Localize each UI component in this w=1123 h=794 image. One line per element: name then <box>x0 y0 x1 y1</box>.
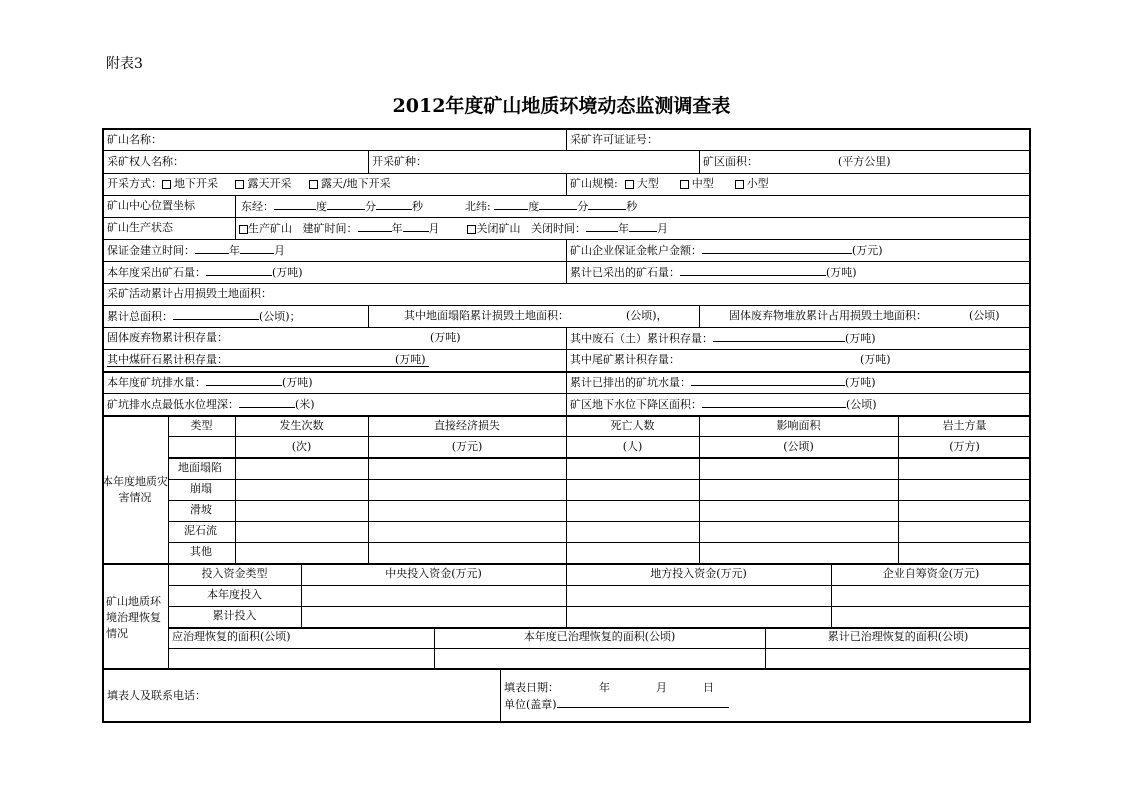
build-time-label: 建矿时间： <box>302 222 358 235</box>
year-label: 年 <box>229 244 240 257</box>
row-divider <box>168 436 1031 437</box>
table-header: 应治理恢复的面积(公顷) <box>172 630 291 643</box>
unit-label: (米) <box>295 398 315 411</box>
total-drain-label: 累计已排出的矿坑水量： <box>570 376 691 389</box>
disaster-type: 地面塌陷 <box>178 461 222 474</box>
row-divider <box>168 606 1031 607</box>
option-label: 地下开采 <box>174 177 218 190</box>
blank-field[interactable] <box>713 331 845 342</box>
unit-label: (万元) <box>451 440 483 453</box>
mining-method-field <box>107 177 391 191</box>
option-label: 露天开采 <box>247 177 292 190</box>
row-divider <box>168 585 1031 586</box>
table-header: 岩土方量 <box>942 419 987 432</box>
row-divider <box>102 283 1031 284</box>
blank-field[interactable] <box>586 221 618 232</box>
mine-scale-field <box>570 177 769 191</box>
unit-label: (公顷)； <box>259 310 301 323</box>
col-divider <box>235 415 236 563</box>
disaster-section-label: 本年度地质灾害情况 <box>102 475 168 504</box>
blank-field[interactable] <box>195 243 229 254</box>
month-label: 月 <box>656 681 667 694</box>
checkbox[interactable] <box>625 180 634 189</box>
mineral-label: 开采矿种： <box>372 155 427 168</box>
blank-field[interactable] <box>274 199 316 210</box>
row-divider <box>168 521 1031 522</box>
row-divider <box>168 500 1031 501</box>
col-divider <box>566 239 567 283</box>
table-header: 发生次数 <box>279 419 324 432</box>
unit-label: (万吨) <box>860 353 891 366</box>
page-title: 2012年度矿山地质环境动态监测调查表 <box>392 95 731 117</box>
coord-fields <box>241 199 637 214</box>
month-label: 月 <box>428 222 440 235</box>
restore-section-label: 矿山地质环境治理恢复情况 <box>106 595 161 640</box>
annual-ore-label: 本年度采出矿石量： <box>107 266 206 279</box>
col-divider <box>500 668 501 723</box>
col-divider <box>235 195 236 239</box>
unit-label: (万吨) <box>272 266 303 279</box>
row-divider <box>102 195 1031 196</box>
gangue-field[interactable] <box>107 353 429 367</box>
col-divider <box>699 150 700 173</box>
col-divider <box>368 150 369 173</box>
unit-label: (次) <box>291 440 312 453</box>
blank-field[interactable] <box>206 265 272 276</box>
second-label: 秒 <box>412 200 423 213</box>
owner-label: 采矿权人名称： <box>107 155 184 168</box>
gangue-label: 其中煤矸石累计积存量： <box>107 353 228 366</box>
year-label: 年 <box>617 222 629 235</box>
blank-field[interactable] <box>240 243 274 254</box>
blank-field[interactable] <box>691 375 845 386</box>
prod-status-fields <box>239 221 668 236</box>
blank-field[interactable] <box>173 309 259 320</box>
waste-rock-field <box>570 331 876 346</box>
row-divider <box>168 457 1031 459</box>
blank-field[interactable] <box>539 199 577 210</box>
waste-rock-label: 其中废石（土）累计积存量： <box>570 332 713 345</box>
disaster-type: 泥石流 <box>184 524 217 537</box>
minute-label: 分 <box>365 200 376 213</box>
row-divider <box>102 305 1031 306</box>
solid-waste-label: 固体废弃物累计积存量： <box>107 331 228 344</box>
table-header: 类型 <box>190 419 213 432</box>
degree-label: 度 <box>316 200 327 213</box>
water-depth-field <box>107 397 315 412</box>
unit-seal-label: 单位(盖章) <box>504 698 557 711</box>
method-label: 开采方式： <box>107 177 162 190</box>
license-no-label: 采矿许可证证号： <box>570 133 658 146</box>
minute-label: 分 <box>577 200 589 213</box>
checkbox[interactable] <box>235 180 244 189</box>
disaster-type: 其他 <box>190 545 212 558</box>
unit-label: (公顷) <box>783 440 814 453</box>
blank-field[interactable] <box>206 375 282 386</box>
unit-label: (万方) <box>949 440 980 453</box>
total-ore-label: 累计已采出的矿石量： <box>570 266 680 279</box>
annual-drain-field <box>107 375 313 390</box>
water-depth-label: 矿坑排水点最低水位埋深： <box>107 398 239 411</box>
checkbox[interactable] <box>680 180 689 189</box>
row-divider <box>168 542 1031 543</box>
blank-field[interactable] <box>358 221 392 232</box>
table-header: 死亡人数 <box>610 419 655 432</box>
unit-label: (公顷)， <box>626 309 668 322</box>
caption: 附表3 <box>106 56 143 72</box>
scale-label: 矿山规模: <box>570 177 618 190</box>
row-divider <box>168 627 1031 629</box>
area-label: 矿区面积： <box>703 155 758 168</box>
table-header: 企业自筹资金(万元) <box>882 567 980 580</box>
blank-field[interactable] <box>494 199 528 210</box>
row-divider <box>102 217 1031 218</box>
year-label: 年 <box>599 681 610 694</box>
unit-label: (万元) <box>852 244 883 257</box>
unit-label: (公顷) <box>846 398 877 411</box>
blank-field[interactable] <box>680 265 826 276</box>
unit-label: (万吨) <box>845 376 876 389</box>
row-label: 累计投入 <box>212 609 257 622</box>
year-label: 年 <box>391 222 403 235</box>
day-label: 日 <box>703 681 714 694</box>
table-header: 地方投入资金(万元) <box>650 567 747 580</box>
table-header: 中央投入资金(万元) <box>385 567 482 580</box>
deposit-time-label: 保证金建立时间： <box>107 244 195 257</box>
total-area-label: 累计总面积： <box>107 310 173 323</box>
disaster-type: 滑坡 <box>190 503 212 516</box>
table-header: 本年度已治理恢复的面积(公顷) <box>523 630 676 643</box>
closed-label: 关闭矿山 <box>476 222 521 235</box>
mine-name-label: 矿山名称： <box>107 133 162 146</box>
blank-field[interactable] <box>376 199 412 210</box>
deposit-time-field <box>107 243 285 258</box>
area-unit: (平方公里) <box>838 155 891 168</box>
unit-label: (公顷) <box>969 309 1000 322</box>
blank-field[interactable] <box>702 397 846 408</box>
disaster-type: 崩塌 <box>190 482 212 495</box>
unit-label: (万吨) <box>395 353 426 366</box>
unit-label: (万吨) <box>282 376 313 389</box>
degree-label: 度 <box>528 200 540 213</box>
option-label: 大型 <box>636 177 659 190</box>
date-label: 填表日期： <box>504 681 559 694</box>
col-divider <box>368 415 369 563</box>
unit-seal-field <box>504 697 729 712</box>
row-divider <box>168 648 1031 649</box>
col-divider <box>898 415 899 563</box>
table-header: 直接经济损失 <box>434 419 500 432</box>
coord-label: 矿山中心位置坐标 <box>107 199 195 212</box>
annual-ore-field <box>107 265 303 280</box>
col-divider <box>566 415 567 563</box>
north-label: 北纬: <box>464 200 491 213</box>
option-label: 中型 <box>691 177 714 190</box>
month-label: 月 <box>274 244 285 257</box>
checkbox[interactable] <box>162 180 171 189</box>
checkbox[interactable] <box>735 180 744 189</box>
annual-drain-label: 本年度矿坑排水量： <box>107 376 206 389</box>
col-divider <box>368 305 369 327</box>
table-header: 影响面积 <box>776 419 821 432</box>
east-label: 东经： <box>241 200 274 213</box>
blank-field[interactable] <box>239 397 295 408</box>
blank-field[interactable] <box>702 243 852 254</box>
row-divider <box>102 150 1031 151</box>
col-divider <box>566 128 567 150</box>
filler-label: 填表人及联系电话： <box>107 689 206 702</box>
drop-area-label: 矿区地下水位下降区面积： <box>570 398 702 411</box>
waste-area-label: 固体废弃物堆放累计占用损毁土地面积： <box>729 309 927 322</box>
close-time-label: 关闭时间： <box>530 222 586 235</box>
unit-label: (万吨) <box>845 332 876 345</box>
col-divider <box>168 415 169 563</box>
deposit-account-field <box>570 243 883 258</box>
option-label: 露天/地下开采 <box>320 177 391 190</box>
row-label: 本年度投入 <box>207 588 262 601</box>
col-divider <box>699 305 700 327</box>
unit-label: (人) <box>622 440 643 453</box>
row-divider <box>102 668 1031 670</box>
month-label: 月 <box>656 222 668 235</box>
prod-label: 生产矿山 <box>248 222 292 235</box>
collapse-area-label: 其中地面塌陷累计损毁土地面积： <box>404 309 569 322</box>
total-ore-field <box>570 265 857 280</box>
total-area-field <box>107 309 301 324</box>
blank-field[interactable] <box>557 697 729 708</box>
unit-label: (万吨) <box>430 331 461 344</box>
drop-area-field <box>570 397 877 412</box>
table-header: 投入资金类型 <box>201 567 268 580</box>
col-divider <box>699 415 700 563</box>
table-header: 累计已治理恢复的面积(公顷) <box>827 630 969 643</box>
col-divider <box>566 327 567 415</box>
prod-status-label: 矿山生产状态 <box>107 221 173 234</box>
checkbox[interactable] <box>309 180 318 189</box>
unit-label: (万吨) <box>826 266 857 279</box>
blank-field[interactable] <box>403 221 429 232</box>
second-label: 秒 <box>626 200 638 213</box>
blank-field[interactable] <box>588 199 626 210</box>
row-divider <box>168 479 1031 480</box>
col-divider <box>566 173 567 195</box>
total-drain-field <box>570 375 876 390</box>
fill-date-field <box>504 681 714 695</box>
tailing-label: 其中尾矿累计积存量： <box>570 353 680 366</box>
land-label: 采矿活动累计占用损毁土地面积： <box>107 287 272 300</box>
option-label: 小型 <box>746 177 769 190</box>
account-label: 矿山企业保证金帐户金额： <box>570 244 702 257</box>
blank-field[interactable] <box>629 221 657 232</box>
checkbox[interactable] <box>239 225 248 234</box>
blank-field[interactable] <box>327 199 365 210</box>
